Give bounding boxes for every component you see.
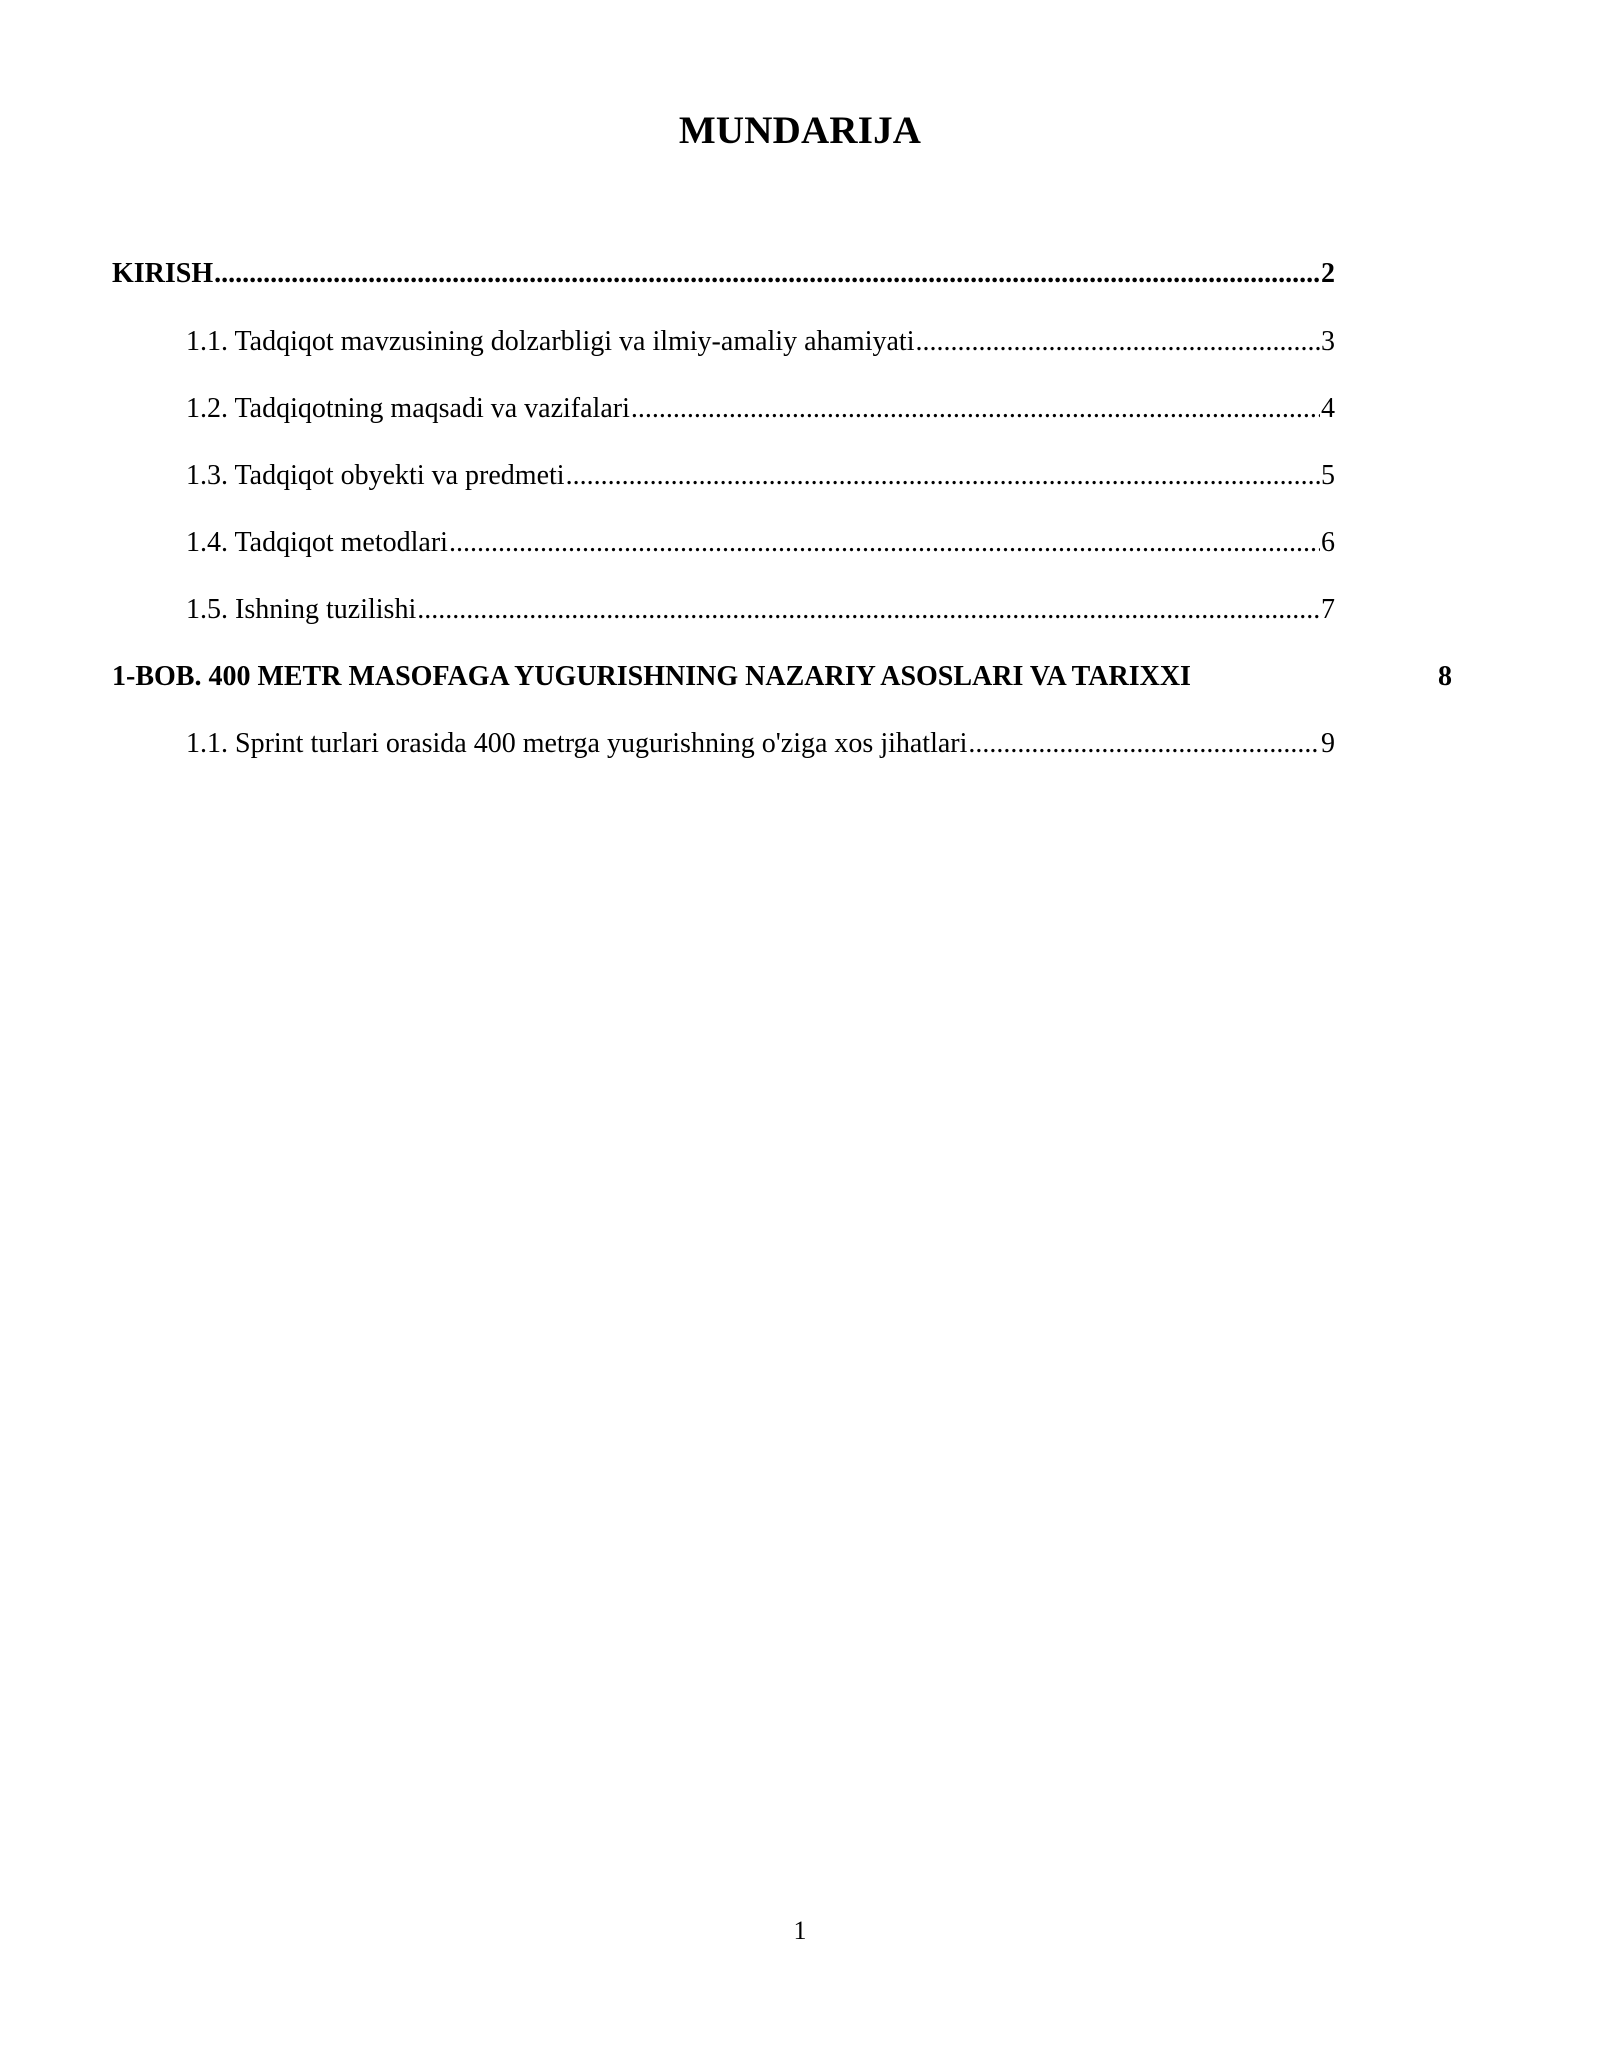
toc-entry-text: 1.3. Tadqiqot obyekti va predmeti	[186, 460, 565, 491]
toc-entry-1-3[interactable]	[186, 460, 1335, 492]
toc-entry-page: 8	[1438, 661, 1452, 692]
toc-entry-chapter-1-1[interactable]	[186, 728, 1335, 760]
toc-entry-1-4[interactable]	[186, 527, 1335, 559]
page-title: MUNDARIJA	[678, 109, 922, 152]
toc-entry-kirish[interactable]	[112, 258, 1335, 290]
toc-entry-page: 7	[1321, 594, 1335, 625]
toc-dot-leader	[214, 258, 1320, 290]
toc-entry-text: 1-BOB. 400 METR MASOFAGA YUGURISHNING NAZARIY ASOSLARI VA TARIXXI	[112, 661, 1191, 692]
toc-entry-page: 4	[1321, 393, 1335, 424]
toc-dot-leader	[417, 594, 1320, 626]
toc-entry-chapter-1[interactable]	[112, 661, 1452, 693]
toc-entry-text: KIRISH	[112, 258, 214, 289]
toc-entry-1-2[interactable]	[186, 393, 1335, 425]
toc-entry-page: 3	[1321, 326, 1335, 357]
toc-entry-page: 2	[1321, 258, 1335, 289]
toc-entry-page: 6	[1321, 527, 1335, 558]
toc-entry-1-1[interactable]	[186, 326, 1335, 358]
page-number: 1	[793, 1916, 807, 1945]
toc-dot-leader	[449, 527, 1320, 559]
toc-entry-text: 1.2. Tadqiqotning maqsadi va vazifalari	[186, 393, 630, 424]
toc-entry-text: 1.1. Tadqiqot mavzusining dolzarbligi va ilmiy-amaliy ahamiyati	[186, 326, 915, 357]
toc-entry-page: 9	[1321, 728, 1335, 759]
toc-dot-leader	[968, 728, 1320, 760]
toc-entry-text: 1.1. Sprint turlari orasida 400 metrga yugurishning o'ziga xos jihatlari	[186, 728, 968, 759]
toc-entry-text: 1.4. Tadqiqot metodlari	[186, 527, 448, 558]
toc-entry-1-5[interactable]	[186, 594, 1335, 626]
toc-entry-text: 1.5. Ishning tuzilishi	[186, 594, 417, 625]
toc-dot-leader	[566, 460, 1320, 492]
toc-entry-page: 5	[1321, 460, 1335, 491]
toc-dot-leader	[915, 326, 1320, 358]
toc-dot-leader	[631, 393, 1320, 425]
